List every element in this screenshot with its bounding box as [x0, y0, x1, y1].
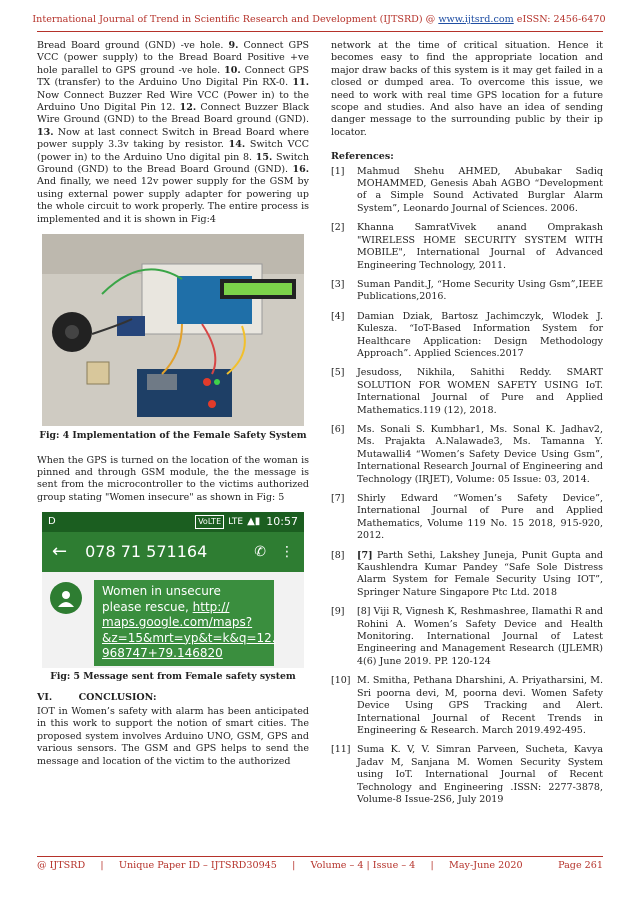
reference-body: Suma K. V, V. Simran Parveen, Sucheta, Kavya Jadav M, Sanjana M. Women Security System using IoT. International Journal of Recent Technology and Engineering .ISSN: 2277-3878, Volume-8 Issue-2S6, July 2019: [357, 744, 603, 805]
header-rule: [37, 31, 603, 32]
page-number: Page 261: [558, 860, 603, 871]
contact-number: 078 71 571164: [85, 541, 208, 561]
back-arrow-icon[interactable]: ←: [52, 540, 68, 562]
reference-number: [8]: [331, 549, 345, 561]
reference-item: [331, 311, 603, 361]
message-row: [42, 572, 304, 666]
reference-item: [331, 279, 603, 304]
right-column: [331, 40, 603, 813]
status-time: 10:57: [266, 514, 298, 528]
reference-number: [2]: [331, 222, 345, 234]
msg-line2: please rescue,: [102, 599, 193, 614]
msg-line1: Women in unsecure: [102, 584, 221, 599]
fig5-caption: Fig: 5 Message sent from Female safety system: [50, 671, 296, 683]
reference-item: [331, 744, 603, 806]
maps-link-part4[interactable]: 968747+79.146820: [102, 646, 223, 661]
volte-badge: VoLTE: [195, 515, 224, 529]
reference-body: Parth Sethi, Lakshey Juneja, Punit Gupta and Kaushlendra Kumar Pandey “Safe Sole Distress Alarm System for Female Security Using IOT”, Springer Nature Singapore Ptc Ltd. 2018: [357, 549, 603, 598]
reference-item: [331, 606, 603, 668]
reference-number: [6]: [331, 423, 345, 435]
text-segment: And finally, we need 12v power supply for the GSM by using external power supply adapter for powering up the whole circuit to work properly. The entire process is implemented and it is shown in Fig:4: [37, 176, 309, 225]
reference-item: [331, 675, 603, 737]
footer-info: @ IJTSRD | Unique Paper ID – IJTSRD30945 | Volume – 4 | Issue – 4 | May-June 2020: [37, 860, 523, 871]
reference-text: [357, 222, 603, 272]
page-footer: [37, 856, 603, 871]
more-options-icon[interactable]: ⋮: [280, 543, 294, 560]
phone-status-bar: [42, 512, 304, 532]
fig4-caption: Fig: 4 Implementation of the Female Safety System: [39, 430, 307, 442]
reference-text: [357, 367, 603, 417]
fig4-image: [42, 234, 304, 426]
reference-text: [357, 279, 603, 304]
reference-item: [331, 166, 603, 216]
journal-website-link[interactable]: www.ijtsrd.com: [438, 14, 514, 25]
text-segment: Connect GPS VCC (power supply) to the Bread Board Positive +ve hole parallel to GPS ground -ve hole.: [37, 40, 309, 76]
reference-number: [10]: [331, 675, 351, 687]
reference-item: [331, 367, 603, 417]
fig5-sms-screenshot: [42, 512, 304, 668]
reference-item: [331, 222, 603, 272]
text-segment: Connect GPS TX (transfer) to the Arduino Uno Digital Pin RX-0.: [37, 64, 309, 89]
reference-number: [7]: [331, 493, 345, 504]
maps-link-part3[interactable]: &z=15&mrt=yp&t=k&q=12.: [102, 630, 276, 645]
left-column: [37, 40, 309, 776]
reference-text: [357, 744, 603, 806]
header-text: International Journal of Trend in Scientific Research and Development (IJTSRD) @: [32, 14, 439, 25]
reference-body: Khanna SamratVivek anand Omprakash "WIRELESS HOME SECURITY SYSTEM WITH MOBILE", International Journal of Advanced Engineering Technology, 2011.: [357, 222, 603, 271]
step-number: 11.: [292, 77, 309, 89]
reference-body: Damian Dziak, Bartosz Jachimczyk, Wlodek J. Kulesza. “IoT-Based Information System for Healthcare Application: Design Methodology Approach”. Applied Sciences.2017: [357, 310, 603, 359]
sms-message-bubble: [94, 580, 274, 666]
maps-link-part2[interactable]: maps.google.com/maps?: [102, 615, 253, 630]
reference-number: [9]: [331, 606, 345, 618]
lte-indicator: LTE: [228, 516, 244, 527]
contact-avatar-icon: [50, 582, 82, 614]
reference-text: [357, 311, 603, 361]
step-number: 16.: [292, 164, 309, 176]
step-number: 12.: [179, 102, 197, 114]
references-heading: References:: [331, 151, 394, 163]
reference-body: Jesudoss, Nikhila, Sahithi Reddy. SMART SOLUTION FOR WOMEN SAFETY USING IoT. International Journal of Pure and Applied Mathematics.119 (12), 2018.: [357, 367, 603, 416]
status-app-letter: D: [48, 515, 56, 527]
paragraph-connection-steps: [37, 40, 309, 226]
reference-body: Suman Pandit.J, “Home Security Using Gsm”,IEEE Publications,2016.: [357, 278, 603, 303]
reference-item: [331, 550, 603, 600]
reference-text: [357, 166, 603, 216]
text-segment: Now Connect Buzzer Red Wire VCC (Power in) to the Arduino Uno Digital Pin 12.: [37, 89, 309, 114]
reference-number: [1]: [331, 165, 345, 177]
step-number: 9.: [228, 40, 239, 51]
reference-text: [357, 550, 603, 600]
text-segment: Switch VCC (power in) to the Arduino Uno digital pin 8.: [37, 139, 310, 163]
text-segment: Switch Ground (GND) to the Bread Board Ground (GND).: [37, 151, 309, 176]
reference-number: [5]: [331, 367, 345, 379]
header-issn: eISSN: 2456-6470: [513, 14, 606, 25]
hardware-photo-icon: [42, 234, 304, 426]
text-segment: Now at last connect Switch in Bread Board where power supply 3.3v taking by resistor.: [37, 126, 309, 151]
step-number: 15.: [255, 151, 273, 163]
reference-text: [357, 675, 603, 737]
reference-item: [331, 424, 603, 486]
reference-text: [357, 424, 603, 486]
conclusion-heading: VI. CONCLUSION:: [37, 691, 157, 703]
step-number: 14.: [228, 139, 246, 151]
paragraph-conclusion: IOT in Women’s safety with alarm has been anticipated in this work to support the notion of smart cities. The proposed system involves Arduino UNO, GSM, GPS and various sensors. The GSM and GPS helps to send the message and location of the victim to the authorized: [37, 705, 309, 767]
reference-text: [357, 493, 603, 543]
journal-header: [0, 14, 638, 25]
reference-body: Shirly Edward “Women’s Safety Device”, International Journal of Pure and Applied Mathematics, Volume 119 No. 15 2018, 915-920, 2012.: [357, 493, 603, 542]
step-number: 13.: [37, 126, 54, 138]
text-segment: Bread Board ground (GND) -ve hole.: [37, 40, 229, 51]
reference-number: [11]: [331, 744, 351, 756]
paragraph-conclusion-cont: network at the time of critical situation. Hence it becomes easy to find the appropriate location and major draw backs of this system is it may get failed in a closed or dumped area. To overcome this issue, we need to work with real time GPS location for a future scope and studies. And also have an idea of sending danger message to the surrounding public by their ip locator.: [331, 40, 603, 138]
signal-battery-icon: ▲▮: [247, 515, 261, 527]
reference-body: [8] Viji R, Vignesh K, Reshmashree, Ilamathi R and Rohini A. Women’s Safety Device and Health Monitoring. International Journal of Latest Engineering and Management Research (IJLEMR) 4(6) June 2019. PP. 120-124: [357, 606, 603, 667]
phone-call-icon[interactable]: ✆: [254, 543, 266, 560]
reference-number: [4]: [331, 310, 345, 322]
maps-link-part1[interactable]: http://: [192, 599, 230, 614]
paragraph-gps-message: When the GPS is turned on the location of the woman is pinned and through GSM module, the the message is sent from the microcontroller to the victims authorized group stating "Women insecure" as shown in Fig: 5: [37, 454, 309, 503]
reference-item: [331, 493, 603, 543]
reference-bold-prefix: [7]: [357, 549, 373, 561]
reference-text: [357, 606, 603, 668]
reference-body: M. Smitha, Pethana Dharshini, A. Priyatharsini, M. Sri poorna devi, M, poorna devi. Women Safety Device Using GPS Tracking and Alert. International Journal of Recent Trends in Engineering & Research. March 2019.492-495.: [357, 675, 603, 736]
text-segment: Connect Buzzer Black Wire Ground (GND) to the Bread Board ground (GND).: [37, 102, 309, 126]
sms-app-bar: [42, 532, 304, 572]
references-list: [331, 166, 603, 807]
reference-number: [3]: [331, 278, 345, 290]
step-number: 10.: [224, 64, 241, 76]
reference-body: Mahmud Shehu AHMED, Abubakar Sadiq MOHAMMED, Genesis Abah AGBO “Development of a Simple Sound Activated Burglar Alarm System”, Leonardo Journal of Sciences. 2006.: [357, 165, 603, 214]
reference-body: Ms. Sonali S. Kumbhar1, Ms. Sonal K. Jadhav2, Ms. Prajakta A.Nalawade3, Ms. Tamanna Y. Mutawalli4 “Women’s Safety Device Using Gsm”, International Research Journal of Engineering and Technology (IRJET), Volume: 05 Issue: 03, 2014.: [357, 423, 603, 485]
